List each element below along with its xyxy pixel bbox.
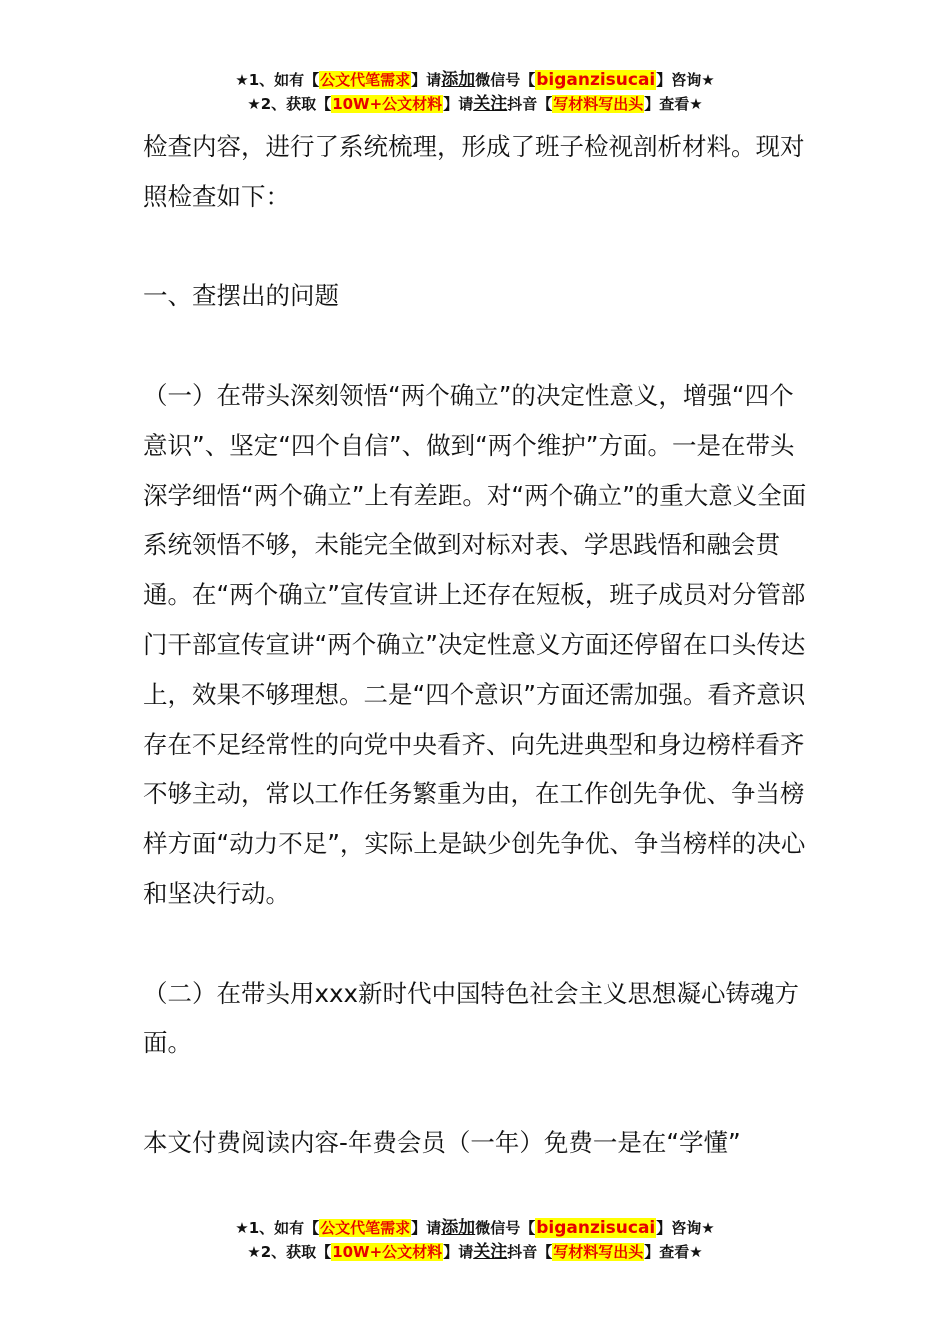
promo-banner-bottom (0, 1216, 950, 1264)
highlight-wechat-id: biganzisucai (536, 1218, 656, 1238)
highlight-ghostwriting: 公文代笔需求 (320, 71, 411, 89)
highlight-douyin: 写材料写出头 (553, 1243, 644, 1261)
promo-line-1: ★1、如有【公文代笔需求】请添加微信号【biganzisucai】咨询★ (235, 1218, 715, 1238)
highlight-materials: 10W+公文材料 (332, 95, 443, 113)
promo-line-1: ★1、如有【公文代笔需求】请添加微信号【biganzisucai】咨询★ (235, 70, 715, 90)
document-body (143, 122, 813, 1168)
highlight-douyin: 写材料写出头 (553, 95, 644, 113)
section-heading: 一、查摆出的问题 (143, 281, 339, 311)
paywall-notice: 本文付费阅读内容-年费会员（一年）免费一是在“学懂” (143, 1127, 741, 1157)
promo-banner-top (0, 68, 950, 116)
paragraph-gap (143, 222, 813, 272)
paragraph-gap (143, 1068, 813, 1118)
intro-paragraph: 检查内容，进行了系统梳理，形成了班子检视剖析材料。现对照检查如下： (143, 132, 805, 211)
highlight-materials: 10W+公文材料 (332, 1243, 443, 1261)
section-1-paragraph: （一）在带头深刻领悟“两个确立”的决定性意义，增强“四个意识”、坚定“四个自信”、做到“两个维护”方面。一是在带头深学细悟“两个确立”上有差距。对“两个确立”的重大意义全面系统领悟不够，未能完全做到对标对表、学思践悟和融会贯通。在“两个确立”宣传宣讲上还存在短板，班子成员对分管部门干部宣传宣讲“两个确立”决定性意义方面还停留在口头传达上，效果不够理想。二是“四个意识”方面还需加强。看齐意识存在不足经常性的向党中央看齐、向先进典型和身边榜样看齐不够主动，常以工作任务繁重为由，在工作创先争优、争当榜样方面“动力不足”，实际上是缺少创先争优、争当榜样的决心和坚决行动。 (143, 380, 807, 908)
promo-line-2: ★2、获取【10W+公文材料】请关注抖音【写材料写出头】查看★ (247, 1242, 703, 1262)
highlight-ghostwriting: 公文代笔需求 (320, 1219, 411, 1237)
paragraph-gap (143, 919, 813, 969)
paragraph-gap (143, 321, 813, 371)
promo-line-2: ★2、获取【10W+公文材料】请关注抖音【写材料写出头】查看★ (247, 94, 703, 114)
section-2-paragraph: （二）在带头用xxx新时代中国特色社会主义思想凝心铸魂方面。 (143, 978, 799, 1058)
highlight-wechat-id: biganzisucai (536, 70, 656, 90)
